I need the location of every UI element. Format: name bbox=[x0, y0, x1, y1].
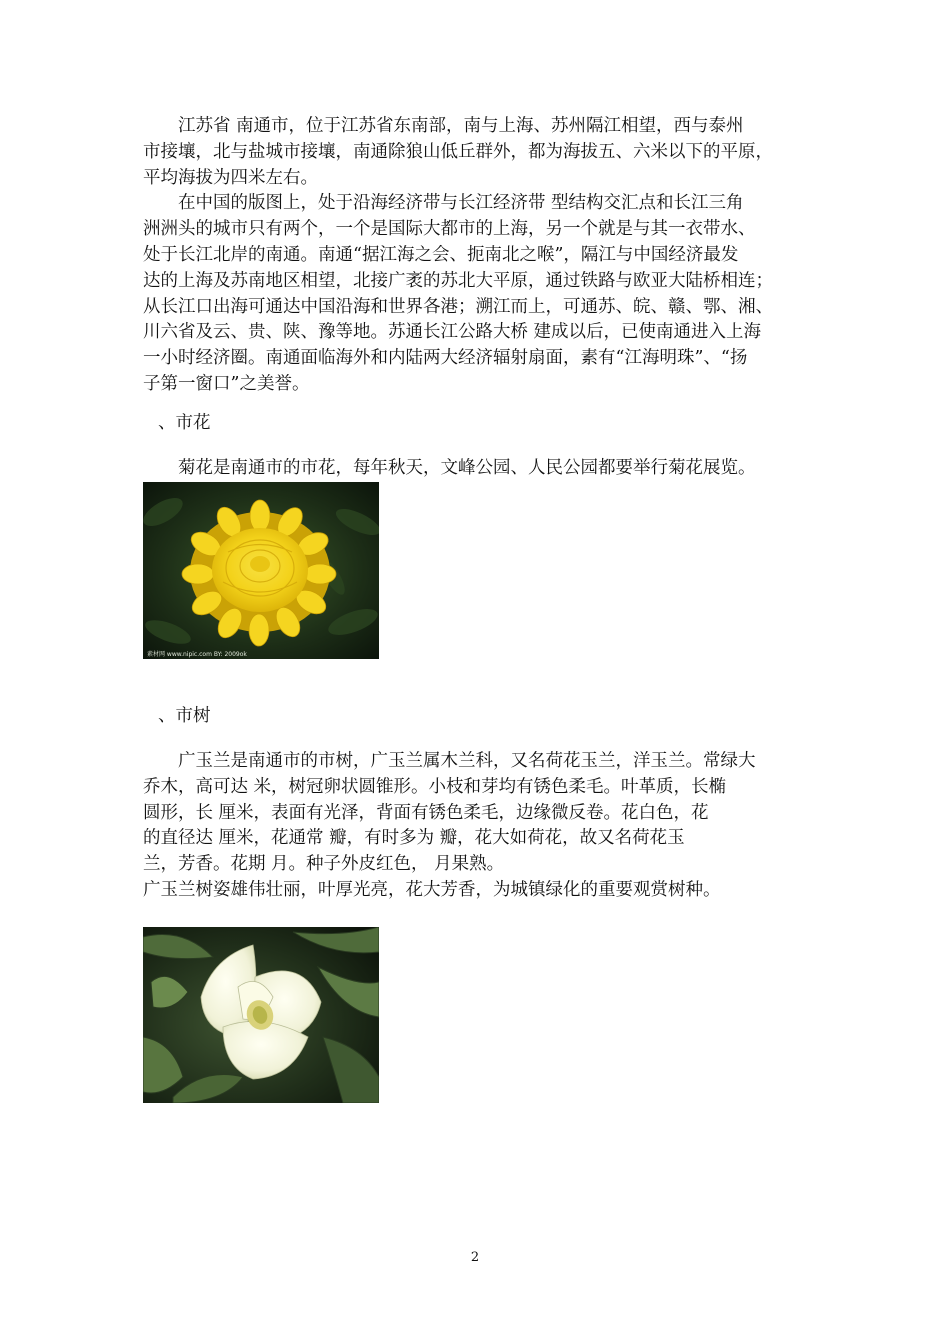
city-flower-heading: 、市花 bbox=[158, 413, 211, 433]
page-number: 2 bbox=[470, 1250, 480, 1265]
text-line: 子第一窗口”之美誉。 bbox=[143, 373, 310, 394]
city-flower-text bbox=[143, 456, 808, 482]
text-line: 乔木，高可达 米，树冠卵状圆锥形。小枝和芽均有锈色柔毛。叶革质，长椭 bbox=[143, 776, 727, 797]
text-line: 一小时经济圈。南通面临海外和内陆两大经济辐射扇面，素有“江海明珠”、“扬 bbox=[143, 348, 748, 369]
text-line: 圆形，长 厘米，表面有光泽，背面有锈色柔毛，边缘微反卷。花白色，花 bbox=[143, 802, 709, 823]
magnolia-photo bbox=[143, 927, 379, 1103]
city-tree-paragraph bbox=[143, 749, 808, 904]
text-line: 兰，芳香。花期 月。种子外皮红色， 月果熟。 bbox=[143, 854, 505, 875]
text-line: 达的上海及苏南地区相望，北接广袤的苏北大平原，通过铁路与欧亚大陆桥相连； bbox=[143, 270, 773, 291]
chrysanthemum-photo bbox=[143, 482, 379, 659]
text-line: 江苏省 南通市，位于江苏省东南部，南与上海、苏州隔江相望，西与泰州 bbox=[143, 116, 744, 136]
text-line: 广玉兰是南通市的市树，广玉兰属木兰科，又名荷花玉兰，洋玉兰。常绿大 bbox=[143, 751, 756, 771]
text-line: 在中国的版图上，处于沿海经济带与长江经济带 型结构交汇点和长江三角 bbox=[143, 193, 744, 214]
text-line: 从长江口出海可通达中国沿海和世界各港；溯江而上，可通苏、皖、赣、鄂、湘、 bbox=[143, 296, 773, 317]
text-line: 菊花是南通市的市花，每年秋天，文峰公园、人民公园都要举行菊花展览。 bbox=[143, 458, 756, 478]
text-line: 洲洲头的城市只有两个，一个是国际大都市的上海，另一个就是与其一衣带水、 bbox=[143, 219, 756, 240]
text-line: 广玉兰树姿雄伟壮丽，叶厚光亮，花大芳香，为城镇绿化的重要观赏树种。 bbox=[143, 879, 721, 900]
photo-watermark: 素材网 www.nipic.com BY: 2009ok bbox=[147, 651, 247, 658]
intro-paragraphs bbox=[143, 114, 808, 398]
text-line: 的直径达 厘米，花通常 瓣，有时多为 瓣，花大如荷花，故又名荷花玉 bbox=[143, 828, 685, 849]
text-line: 处于长江北岸的南通。南通“据江海之会、扼南北之喉”，隔江与中国经济最发 bbox=[143, 244, 739, 265]
text-line: 市接壤，北与盐城市接壤，南通除狼山低丘群外，都为海拔五、六米以下的平原， bbox=[143, 141, 773, 162]
text-line: 川六省及云、贵、陕、豫等地。苏通长江公路大桥 建成以后，已使南通进入上海 bbox=[143, 322, 762, 343]
text-line: 平均海拔为四米左右。 bbox=[143, 167, 318, 188]
city-tree-heading: 、市树 bbox=[158, 706, 211, 726]
